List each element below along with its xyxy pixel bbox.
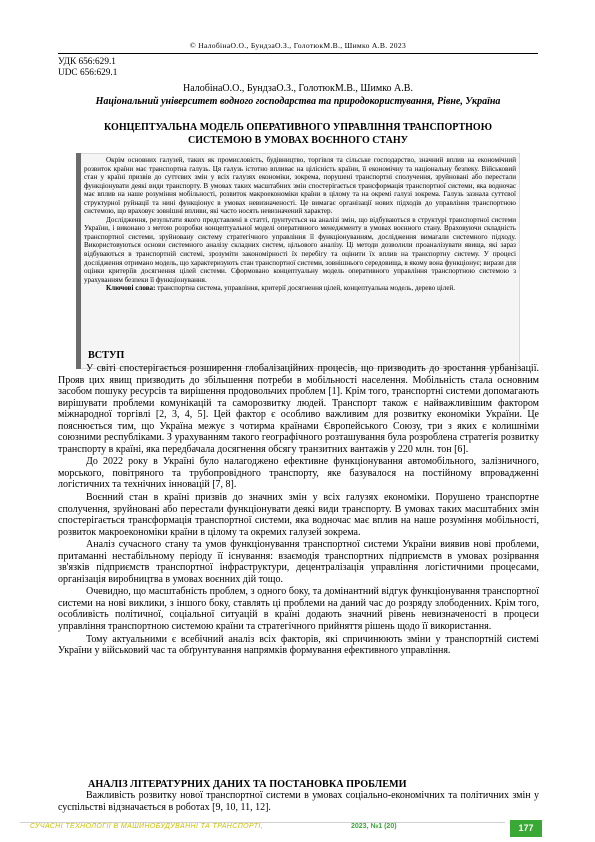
authors: НалобінаО.О., БундзаО.З., ГолотюкМ.В., Шимко А.В. (183, 83, 413, 94)
intro-paragraph-3: Воєнний стан в країні призвів до значних змін у всіх галузях економіки. Порушено транспортне сполучення, зруйновані або перестали функціонувати деякі види транспорту. В умовах таких масштабних змін спостерігається трансформація транспортної системи, яка водночас має вплив на наше розуміння мобільності, розвиток макроекономіки країни в цілому та окремих галузей зокрема. (58, 492, 539, 538)
intro-body (58, 363, 539, 657)
literature-paragraph-1: Важливість розвитку нової транспортної системи в умовах соціально-економічних та політичних змін у суспільстві відзначається в роботах [9, 10, 11, 12]. (58, 790, 539, 813)
intro-paragraph-5: Очевидно, що масштабність проблем, з одного боку, та домінантний відгук функціонування транспортної системи на нові виклики, з іншого боку, ставлять ці проблеми на даний час до розряду злободенних. Крім того, особливість політичної, соціальної ситуацій в країні додають значний рівень невизначеності в процеси управління транспортною системою країни та стратегічного прийняття рішень щодо її використання. (58, 586, 539, 633)
copyright-header: © НалобінаО.О., БундзаО.З., ГолотюкМ.В., Шимко А.В. 2023 (189, 41, 407, 50)
udc-ua: УДК 656:629.1 (58, 57, 116, 67)
journal-issue: 2023, №1 (20) (351, 823, 397, 830)
intro-heading: ВСТУП (88, 350, 125, 361)
page-number: 177 (510, 820, 542, 837)
keywords (84, 284, 516, 293)
paper-title (58, 121, 538, 147)
keywords-list: транспортна система, управління, критерії досягнення цілей, концептуальна модель, дерево цілей. (155, 284, 456, 293)
header-divider (58, 53, 538, 54)
affiliation: Національний університет водного господарства та природокористування, Рівне, Україна (95, 96, 501, 107)
literature-body (58, 790, 539, 813)
intro-paragraph-6: Тому актуальними є всебічний аналіз всіх факторів, які спричинюють зміни у транспортній системі України у військовий час та обґрунтування напрямків формування ефективного управління. (58, 633, 539, 657)
journal-name: СУЧАСНІ ТЕХНОЛОГІЇ В МАШИНОБУДУВАННІ ТА ТРАНСПОРТІ, (30, 823, 264, 830)
title-line-2: СИСТЕМОЮ В УМОВАХ ВОЄННОГО СТАНУ (188, 135, 408, 146)
abstract (84, 156, 516, 293)
udc-en: UDC 656:629.1 (58, 68, 118, 78)
title-line-1: КОНЦЕПТУАЛЬНА МОДЕЛЬ ОПЕРАТИВНОГО УПРАВЛІННЯ ТРАНСПОРТНОЮ (104, 122, 492, 133)
keywords-label: Ключові слова: (106, 284, 156, 293)
abstract-sidebar (76, 153, 81, 369)
intro-paragraph-1: У світі спостерігається розширення глобалізаційних процесів, що призводить до зростання урбанізації. Прояв цих явищ призводить до збільшення потреби в мобільності населення. Мобільність стала основним засобом пошуку ресурсів та вирішення продовольчих проблем [1]. Крім того, транспортні системи допомагають вирішувати проблеми комунікацій та саморозвитку людей. Транспорт також є найважливішим фактором міжнародної торгівлі [2, 3, 4, 5]. Цей фактор є особливо важливим для розвитку економіки України. Це пояснюється тим, що Україна межує з чотирма країнами Європейського Союзу, три з яких є колишніми союзними республіками. З урахуванням такого географічного розташування була розроблена стратегія розвитку транспорту в країні, яка передбачала досягнення обсягу транзитних вантажів у 220 млн. тон [6]. (58, 363, 539, 455)
abstract-paragraph-1: Окрім основних галузей, таких як промисловість, будівництво, торгівля та сільське господарство, значний вплив на економічний розвиток країни має транспортна галузь. Ця галузь істотно впливає на цілісність країни, її економічну та національну безпеку. Військовий стан у країні призвів до суттєвих змін у всіх галузях економіки, зокрема, порушені транспортні сполучення, зруйновані або перестали функціонувати деякі види транспорту. В умовах таких масштабних змін спостерігається трансформація транспортної системи, яка водночас має вплив на наше розуміння мобільності, розвиток макроекономіки країни в цілому та на окремі галузі зокрема. Галузь зазнала суттєвої структурної руйнації та нині функціонує в умовах невизначеності. Це вимагає організації нових підходів до управління транспортною системою, що враховує зовнішні впливи, які часто носять невизначений характер. (84, 156, 516, 216)
abstract-paragraph-2: Дослідження, результати якого представлені в статті, ґрунтується на аналізі змін, що відбуваються в структурі транспортної системи України, і виконано з метою розробки концептуальної моделі оперативного менеджменту в умовах воєнного стану. Враховуючи складність транспортної системи, зруйновану систему стратегічного управління її функціонуванням, дослідження вимагали системного підходу. Використовуються основи системного аналізу складних систем, цільового аналізу. Ці методи дозволили проаналізувати явища, які зараз відбуваються в транспортній системі, зрозуміти закономірності їх перебігу та оцінити їх вплив на транспортну систему. У процесі дослідження отримано модель, що характеризують стан транспортної системи, зовнішнього середовища, в якому вона функціонує; вирази для оцінки критеріїв досягнення цілей системи. Сформовано концептуальну модель оперативного управління транспортною системою з урахуванням безпеки її функціонування. (84, 215, 516, 284)
literature-heading: АНАЛІЗ ЛІТЕРАТУРНИХ ДАНИХ ТА ПОСТАНОВКА ПРОБЛЕМИ (88, 779, 407, 790)
intro-paragraph-2: До 2022 року в Україні було налагоджено ефективне функціонування автомобільного, залізничного, морського, повітряного та трубопровідного транспорту, яке базувалося на постійному впровадженні логістичних та технічних інновацій [7, 8]. (58, 456, 539, 491)
intro-paragraph-4: Аналіз сучасного стану та умов функціонування транспортної системи України виявив нові проблеми, притаманні нестабільному періоду її існування: взаємодія транспортних підприємств в умовах розірвання зв'язків підприємств транспортної інфраструктури, децентралізація управління логістичними процесами, організація виробництва в умовах воєнних дій тощо. (58, 539, 539, 585)
